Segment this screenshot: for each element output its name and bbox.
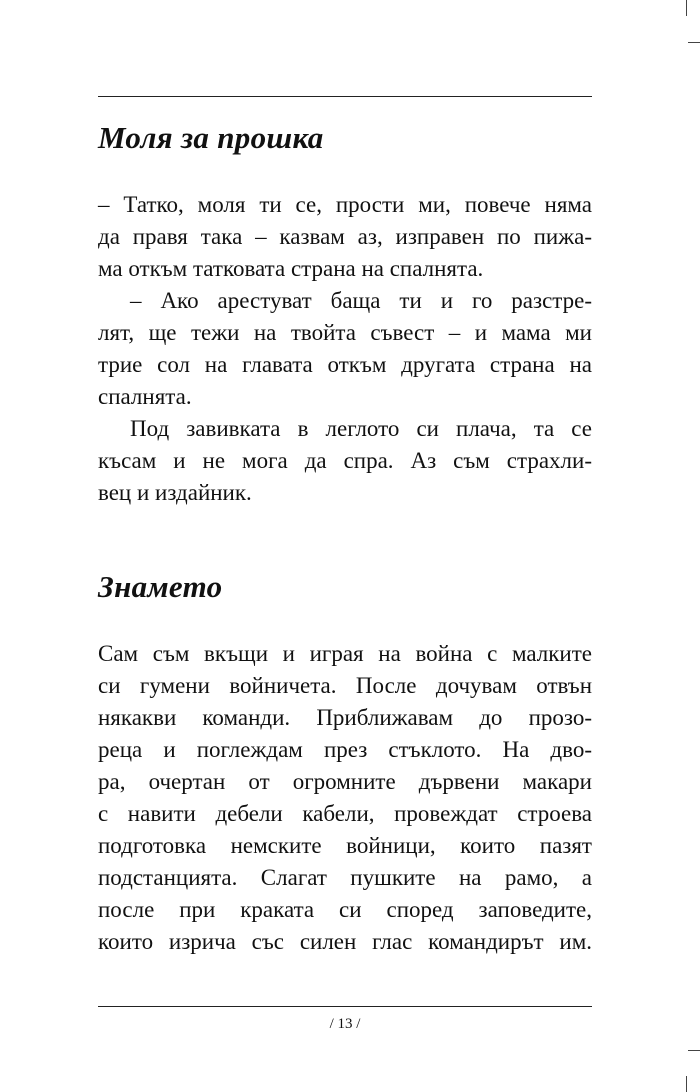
body-line: трие сол на главата откъм другата страна на — [98, 352, 592, 377]
body-line: Под завивката в леглото си плача, та се — [130, 416, 592, 441]
body-line: късам и не мога да спра. Аз съм страхли- — [98, 448, 592, 473]
body-line: които изрича със силен глас командирът им. — [98, 929, 592, 954]
body-line: после при краката си според заповедите, — [98, 897, 592, 922]
body-line: някакви команди. Приближавам до прозо- — [98, 705, 592, 730]
body-line: да правя така – казвам аз, изправен по пижа- — [98, 224, 592, 249]
crop-mark-top-right — [686, 0, 687, 16]
body-line: – Ако арестуват баща ти и го разстре- — [130, 288, 592, 313]
body-line: реца и поглеждам през стъклото. На дво- — [98, 737, 592, 762]
body-line: подготовка немските войници, които пазят — [98, 833, 592, 858]
body-line: лят, ще тежи на твойта съвест – и мама ми — [98, 320, 592, 345]
section-title: Моля за прошка — [98, 120, 324, 155]
body-line: спалнята. — [98, 384, 192, 409]
body-line: ма откъм татковата страна на спалнята. — [98, 256, 484, 281]
footer-rule — [98, 1006, 592, 1007]
crop-mark-bottom-right — [686, 1076, 687, 1092]
body-line: Сам съм вкъщи и играя на война с малките — [98, 641, 592, 666]
header-rule — [98, 96, 592, 97]
page-number: / 13 / — [329, 1016, 361, 1032]
body-line: ра, очертан от огромните дървени макари — [98, 769, 592, 794]
crop-mark-bottom-right-horizontal — [688, 1050, 700, 1051]
crop-mark-top-right-horizontal — [688, 42, 700, 43]
body-line: подстанцията. Слагат пушките на рамо, а — [98, 865, 592, 890]
body-line: с навити дебели кабели, провеждат строева — [98, 801, 592, 826]
body-line: – Татко, моля ти се, прости ми, повече няма — [98, 192, 592, 217]
body-line: вец и издайник. — [98, 480, 252, 505]
body-line: си гумени войничета. После дочувам отвън — [98, 673, 592, 698]
section-title: Знамето — [98, 569, 223, 604]
